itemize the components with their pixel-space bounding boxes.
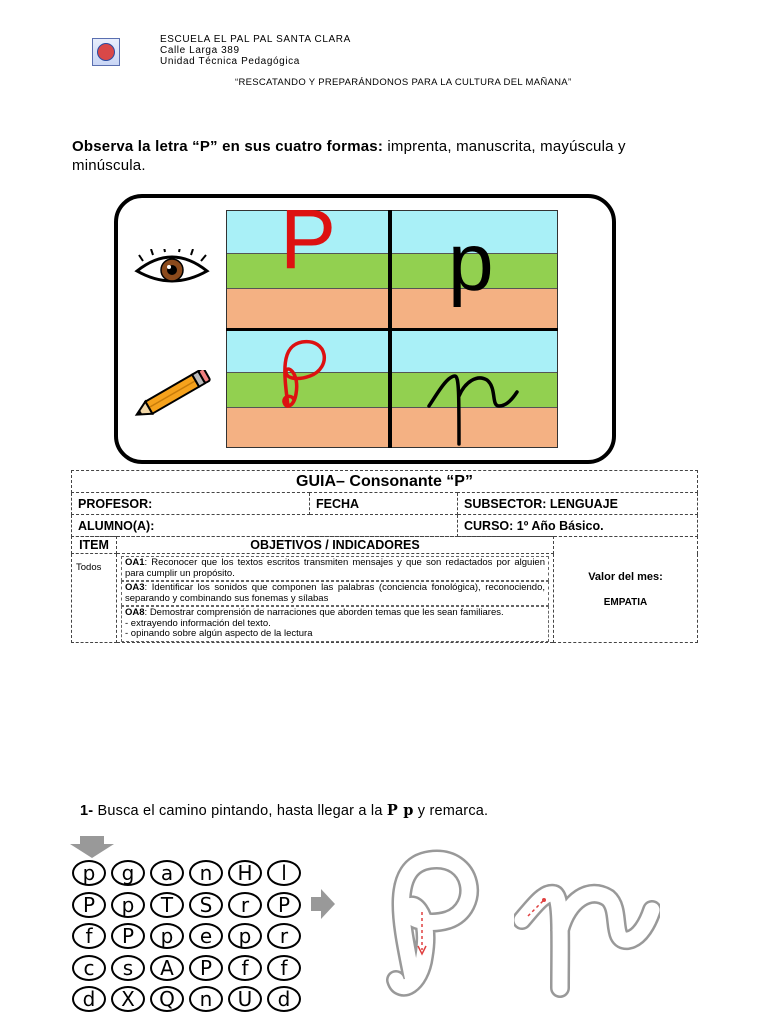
item-header: ITEM bbox=[72, 537, 117, 554]
letter-bubble[interactable]: p bbox=[228, 923, 262, 949]
school-name: ESCUELA EL PAL PAL SANTA CLARA bbox=[160, 34, 351, 45]
subsector-label: SUBSECTOR bbox=[464, 496, 543, 511]
curso-label: CURSO bbox=[464, 518, 510, 533]
letter-bubble[interactable]: P bbox=[189, 955, 223, 981]
letter-bubble[interactable]: H bbox=[228, 860, 262, 886]
letter-bubble[interactable]: g bbox=[111, 860, 145, 886]
letter-bubble[interactable]: X bbox=[111, 986, 145, 1012]
letter-bubble[interactable]: s bbox=[111, 955, 145, 981]
pencil-icon bbox=[128, 370, 214, 422]
objetivos-table bbox=[71, 536, 698, 643]
oa3-text: : Identificar los sonidos que componen las palabras (conciencia fonológica), reconociendo, separando y combinando sus fonemas y sílabas bbox=[125, 582, 545, 604]
oa1-box bbox=[121, 556, 549, 581]
school-address: Calle Larga 389 bbox=[160, 45, 240, 56]
letter-bubble[interactable]: c bbox=[72, 955, 106, 981]
letter-bubble[interactable]: p bbox=[150, 923, 184, 949]
fecha-label[interactable]: FECHA bbox=[310, 493, 458, 515]
school-header bbox=[160, 34, 351, 67]
print-uppercase-p: P bbox=[280, 192, 337, 286]
card-divider-horizontal bbox=[226, 328, 558, 331]
valor-label: Valor del mes: bbox=[588, 570, 663, 583]
objetivos-header: OBJETIVOS / INDICADORES bbox=[117, 537, 554, 554]
oa8-box bbox=[121, 606, 549, 642]
letter-bubble[interactable]: d bbox=[72, 986, 106, 1012]
curso-value: : 1º Año Básico. bbox=[509, 518, 604, 533]
instruction-text bbox=[72, 137, 702, 175]
item-value: Todos bbox=[72, 554, 117, 643]
letter-bubble[interactable]: U bbox=[228, 986, 262, 1012]
letter-bubble[interactable]: P bbox=[111, 923, 145, 949]
alumno-label[interactable]: ALUMNO(A): bbox=[72, 515, 458, 537]
exercise-1-instruction bbox=[80, 802, 488, 819]
exercise-1-letters: P p bbox=[386, 802, 414, 819]
exercise-1-number: 1- bbox=[80, 803, 94, 819]
end-arrow-icon bbox=[311, 889, 335, 919]
letter-bubble[interactable]: P bbox=[72, 892, 106, 918]
oa8-bullet-1: - extrayendo información del texto. bbox=[125, 617, 271, 629]
exercise-1-text: Busca el camino pintando, hasta llegar a la bbox=[93, 803, 387, 819]
instruction-bold: Observa la letra “P” en sus cuatro formas: bbox=[72, 138, 384, 155]
letter-bubble[interactable]: f bbox=[228, 955, 262, 981]
oa8-bullet-2: - opinando sobre algún aspecto de la lectura bbox=[125, 628, 313, 639]
letter-bubble[interactable]: f bbox=[72, 923, 106, 949]
eye-icon bbox=[133, 249, 211, 291]
letter-bubble[interactable]: Q bbox=[150, 986, 184, 1012]
letter-bubble[interactable]: r bbox=[267, 923, 301, 949]
letter-bubble[interactable]: n bbox=[189, 860, 223, 886]
letter-bubble[interactable]: a bbox=[150, 860, 184, 886]
oa8-text: : Demostrar comprensión de narraciones que aborden temas que les sean familiares. bbox=[144, 607, 504, 618]
curso-cell bbox=[458, 515, 698, 537]
letter-bubble[interactable]: P bbox=[267, 892, 301, 918]
oa1-text: : Reconocer que los textos escritos transmiten mensajes y que son redactados por alguien para cumplir un propósito. bbox=[125, 557, 545, 579]
letter-bubble[interactable]: r bbox=[228, 892, 262, 918]
letter-bubble[interactable]: n bbox=[189, 986, 223, 1012]
subsector-cell bbox=[458, 493, 698, 515]
oa3-code: OA3 bbox=[125, 582, 145, 593]
subsector-value: : LENGUAJE bbox=[542, 496, 618, 511]
print-lowercase-p: p bbox=[448, 217, 494, 308]
cursive-uppercase-p bbox=[270, 334, 340, 416]
letter-bubble[interactable]: l bbox=[267, 860, 301, 886]
letter-bubble[interactable]: A bbox=[150, 955, 184, 981]
profesor-label[interactable]: PROFESOR: bbox=[72, 493, 310, 515]
start-arrow-icon bbox=[70, 836, 114, 858]
letter-bubble[interactable]: d bbox=[267, 986, 301, 1012]
oa3-box bbox=[121, 581, 549, 606]
letter-bubble[interactable]: S bbox=[189, 892, 223, 918]
cursive-lowercase-p bbox=[425, 366, 521, 448]
letter-bubble[interactable]: f bbox=[267, 955, 301, 981]
guia-table bbox=[71, 470, 698, 537]
instruction-rest: imprenta, manuscrita, mayúscula y minúscula. bbox=[72, 138, 626, 174]
school-motto: “RESCATANDO Y PREPARÁNDONOS PARA LA CULTURA DEL MAÑANA” bbox=[235, 77, 572, 88]
trace-uppercase-p bbox=[378, 846, 488, 1004]
guia-title: GUIA– Consonante “P” bbox=[72, 471, 698, 493]
valor-cell bbox=[554, 537, 698, 643]
letter-bubble[interactable]: p bbox=[111, 892, 145, 918]
oa1-code: OA1 bbox=[125, 557, 145, 568]
exercise-1-after: y remarca. bbox=[413, 803, 489, 819]
school-unit: Unidad Técnica Pedagógica bbox=[160, 56, 300, 67]
letter-bubble[interactable]: e bbox=[189, 923, 223, 949]
oa8-code: OA8 bbox=[125, 607, 145, 618]
letter-bubble[interactable]: p bbox=[72, 860, 106, 886]
valor-value: EMPATIA bbox=[603, 596, 648, 608]
school-logo bbox=[92, 38, 120, 66]
letter-bubble[interactable]: T bbox=[150, 892, 184, 918]
trace-lowercase-p bbox=[514, 870, 660, 1000]
